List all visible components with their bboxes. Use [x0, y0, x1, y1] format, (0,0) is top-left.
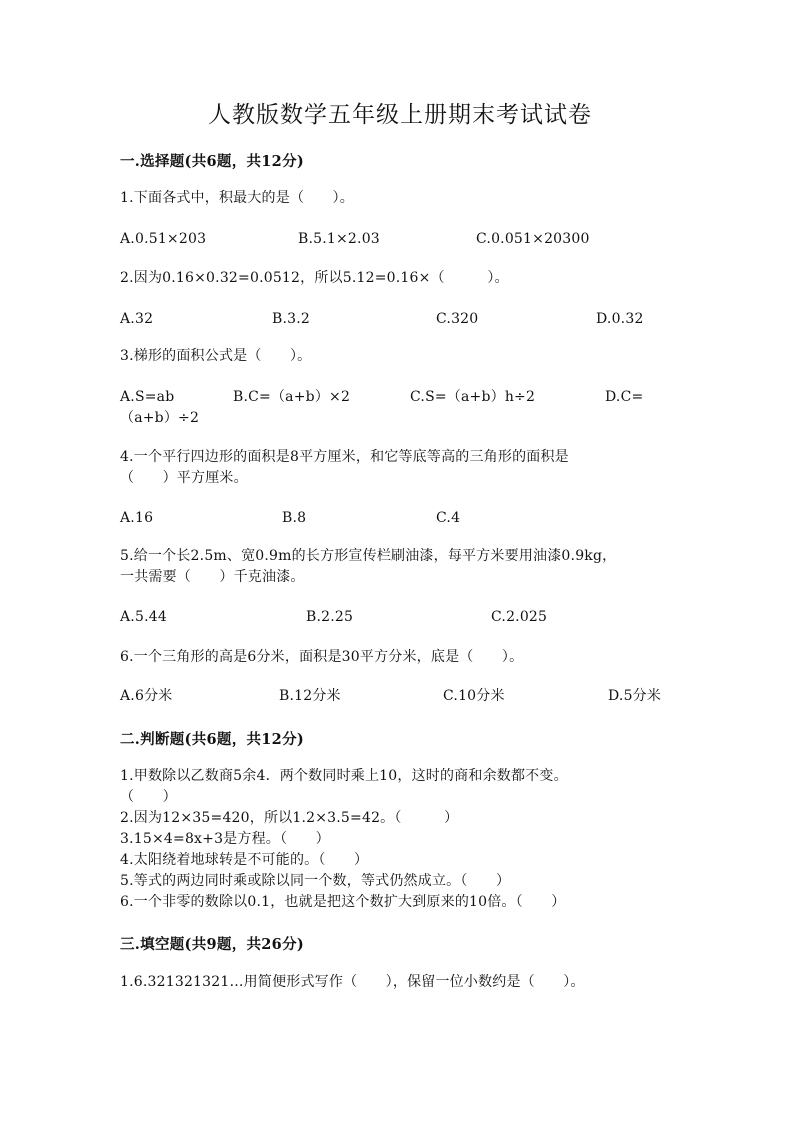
true-false-item: 5.等式的两边同时乘或除以同一个数，等式仍然成立。（ ） [120, 873, 511, 889]
option: C.320 [436, 311, 479, 327]
page-title: 人教版数学五年级上册期末考试试卷 [208, 102, 592, 128]
option: A.16 [120, 510, 154, 526]
question-text: 2.因为0.16×0.32=0.0512，所以5.12=0.16×（ ）。 [120, 270, 509, 286]
true-false-item: 2.因为12×35=420，所以1.2×3.5=42。（ ） [120, 810, 459, 826]
option: A.32 [120, 311, 154, 327]
section-heading-choice: 一.选择题(共6题，共12分) [120, 153, 305, 170]
option-continued: （a+b）÷2 [120, 410, 200, 426]
true-false-item: 1.甲数除以乙数商5余4．两个数同时乘上10，这时的商和余数都不变。 （ ） [120, 768, 568, 805]
question-text: 3.梯形的面积公式是（ ）。 [120, 348, 312, 364]
true-false-item: 4.太阳绕着地球转是不可能的。（ ） [120, 852, 369, 868]
option: D.C= [605, 389, 644, 405]
question-text: 1.下面各式中，积最大的是（ ）。 [120, 190, 354, 206]
true-false-item: 3.15×4=8x+3是方程。（ ） [120, 831, 330, 847]
option: B.C=（a+b）×2 [233, 389, 351, 405]
question-text: 5.给一个长2.5m、宽0.9m的长方形宣传栏刷油漆，每平方米要用油漆0.9kg， 一共需要（ ）千克油漆。 [120, 548, 617, 585]
option: B.8 [282, 510, 307, 526]
option: D.5分米 [608, 688, 662, 704]
fill-blank-item: 1.6.321321321…用简便形式写作（ ），保留一位小数约是（ ）。 [120, 974, 585, 990]
question-text: 6.一个三角形的高是6分米，面积是30平方分米，底是（ ）。 [120, 649, 524, 665]
option: C.2.025 [491, 609, 548, 625]
option: A.S=ab [120, 389, 175, 405]
option: C.0.051×20300 [476, 231, 590, 247]
question-text: 4.一个平行四边形的面积是8平方厘米，和它等底等高的三角形的面积是 （ ）平方厘米。 [120, 449, 569, 486]
option: A.6分米 [120, 688, 173, 704]
option: B.5.1×2.03 [298, 231, 380, 247]
section-heading-fill-blank: 三.填空题(共9题，共26分) [120, 936, 305, 953]
option: B.3.2 [272, 311, 311, 327]
section-heading-true-false: 二.判断题(共6题，共12分) [120, 731, 305, 748]
option: A.5.44 [120, 609, 167, 625]
option: D.0.32 [596, 311, 644, 327]
option: A.0.51×203 [120, 231, 207, 247]
option: B.12分米 [279, 688, 341, 704]
option: C.S=（a+b）h÷2 [410, 389, 536, 405]
true-false-item: 6.一个非零的数除以0.1，也就是把这个数扩大到原来的10倍。（ ） [120, 894, 566, 910]
option: B.2.25 [306, 609, 354, 625]
option: C.4 [436, 510, 461, 526]
option: C.10分米 [443, 688, 505, 704]
